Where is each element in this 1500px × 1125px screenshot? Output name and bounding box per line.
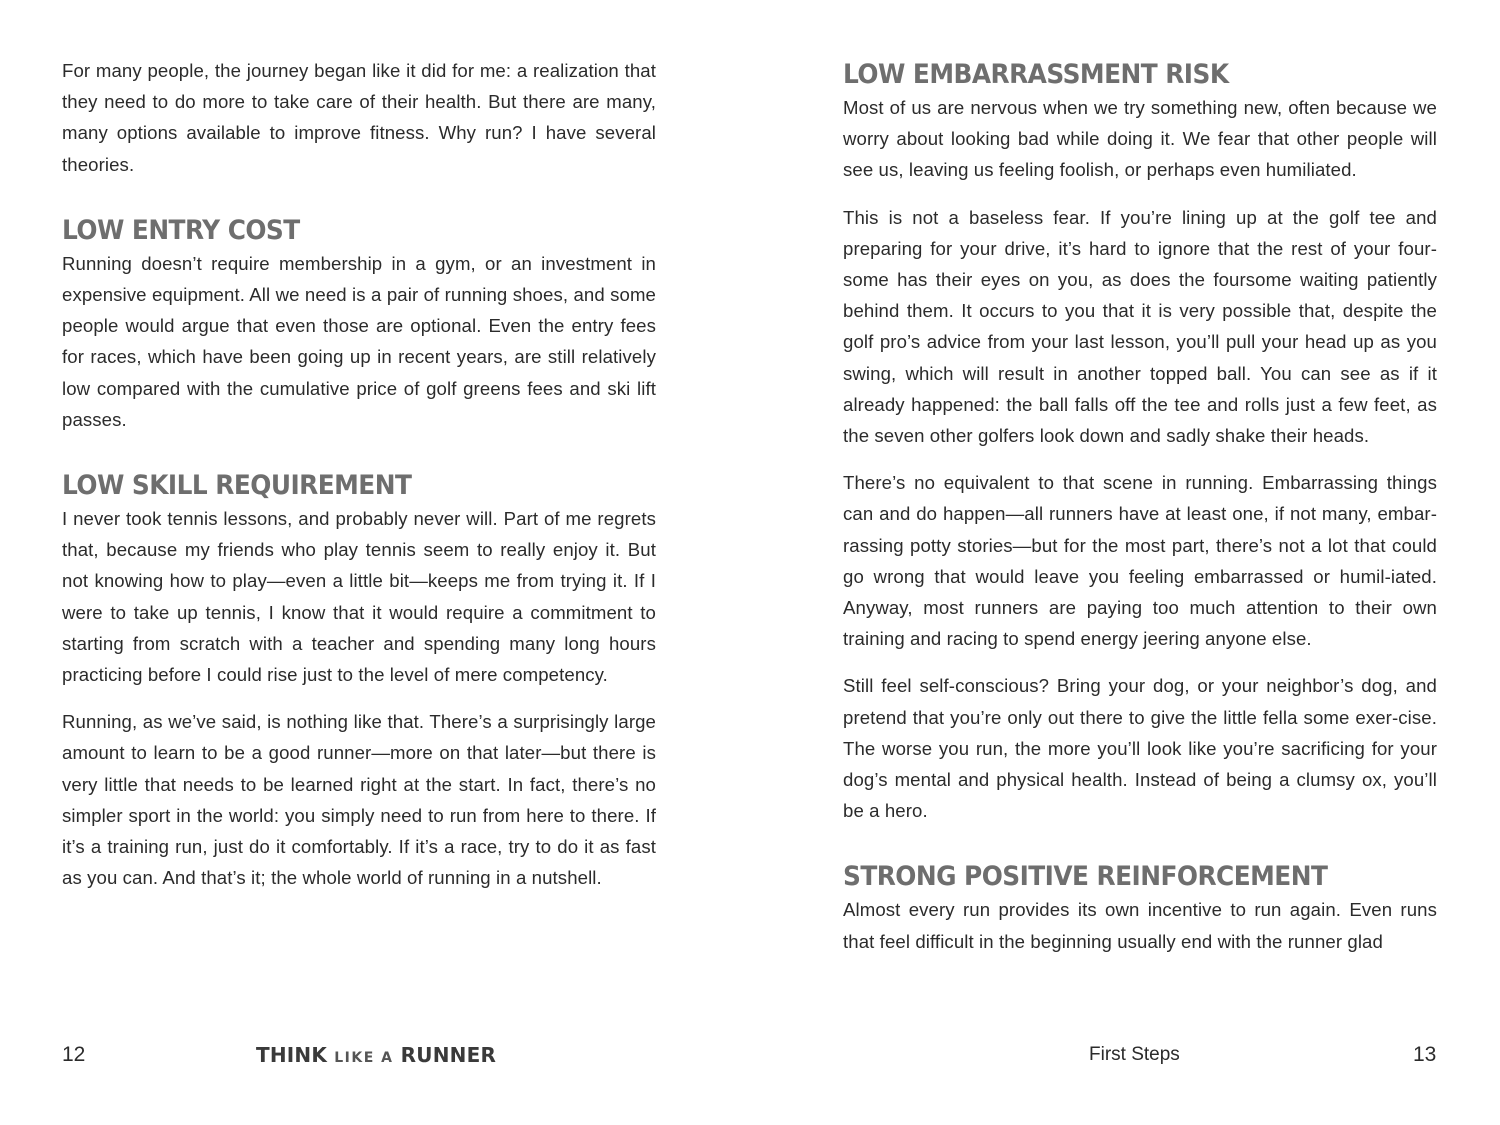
intro-paragraph: For many people, the journey began like it did for me: a realization that they need to do more to take care of their health. But there are many, many options available to improve fitness. Why run? I have several theories. [62, 60, 656, 175]
paragraph: There’s no equivalent to that scene in running. Embarrassing things can and do happen—all runners have at least one, if not many, embar-rassing potty stories—but for the most part, there’s not a lot that could go wrong that would leave you feeling embarrassed or humil-iated. Anyway, most runners are paying too much attention to their own training and racing to spend energy jeering anyone else. [843, 472, 1437, 650]
paragraph: Still feel self-conscious? Bring your dog, or your neighbor’s dog, and pretend that you’re only out there to give the little fella some exer-cise. The worse you run, the more you’ll look like you’re sacrificing for your dog’s mental and physical health. Instead of being a clumsy ox, you’ll be a hero. [843, 675, 1437, 822]
page-number-right: 13 [1413, 1043, 1437, 1066]
running-title [256, 1040, 496, 1070]
right-page [843, 58, 1437, 973]
running-section-name: First Steps [1089, 1044, 1180, 1065]
paragraph: This is not a baseless fear. If you’re lining up at the golf tee and preparing for your drive, it’s hard to ignore that the rest of your four-some has their eyes on you, as does the foursome waiting patiently behind them. It occurs to you that it is very possible that, despite the golf pro’s advice from your last lesson, you’ll pull your head up as you swing, which will result in another topped ball. You can see as if it already happened: the ball falls off the tee and rolls just a few feet, as the seven other golfers look down and sadly shake their heads. [843, 206, 1437, 447]
running-title-like-a: LIKE A [334, 1050, 394, 1066]
paragraph: Almost every run provides its own incentive to run again. Even runs that feel difficult in the beginning usually end with the runner glad [843, 899, 1437, 952]
paragraph: I never took tennis lessons, and probably never will. Part of me regrets that, because my friends who play tennis seem to really enjoy it. But not knowing how to play—even a little bit—keeps me from trying it. If I were to take up tennis, I know that it would require a commitment to starting from scratch with a teacher and spending many long hours practicing before I could rise just to the level of mere competency. [62, 508, 656, 686]
running-title-think: THINK [256, 1043, 328, 1067]
paragraph: Running doesn’t require membership in a gym, or an investment in expensive equipment. All we need is a pair of running shoes, and some people would argue that even those are optional. Even the entry fees for races, which have been going up in recent years, are still relatively low compared with the cumulative price of golf greens fees and ski lift passes. [62, 252, 656, 430]
paragraph: Running, as we’ve said, is nothing like that. There’s a surprisingly large amount to learn to be a good runner—more on that later—but there is very little that needs to be learned right at the start. In fact, there’s no simpler sport in the world: you simply need to run from here to there. If it’s a training run, just do it comfortably. If it’s a race, try to do it as fast as you can. And that’s it; the whole world of running in a nutshell. [62, 711, 656, 889]
running-title-runner: RUNNER [400, 1043, 497, 1067]
section-heading-strong-positive-reinforcement: STRONG POSITIVE REINFORCEMENT [843, 861, 1328, 893]
section-heading-low-entry-cost: LOW ENTRY COST [62, 214, 300, 246]
section-heading-low-skill-requirement: LOW SKILL REQUIREMENT [62, 470, 412, 502]
page-number-left: 12 [62, 1043, 86, 1066]
left-page [62, 55, 656, 909]
section-heading-low-embarrassment-risk: LOW EMBARRASSMENT RISK [843, 59, 1229, 90]
paragraph: Most of us are nervous when we try something new, often because we worry about looking bad while doing it. We fear that other people will see us, leaving us feeling foolish, or perhaps even humiliated. [843, 97, 1437, 181]
